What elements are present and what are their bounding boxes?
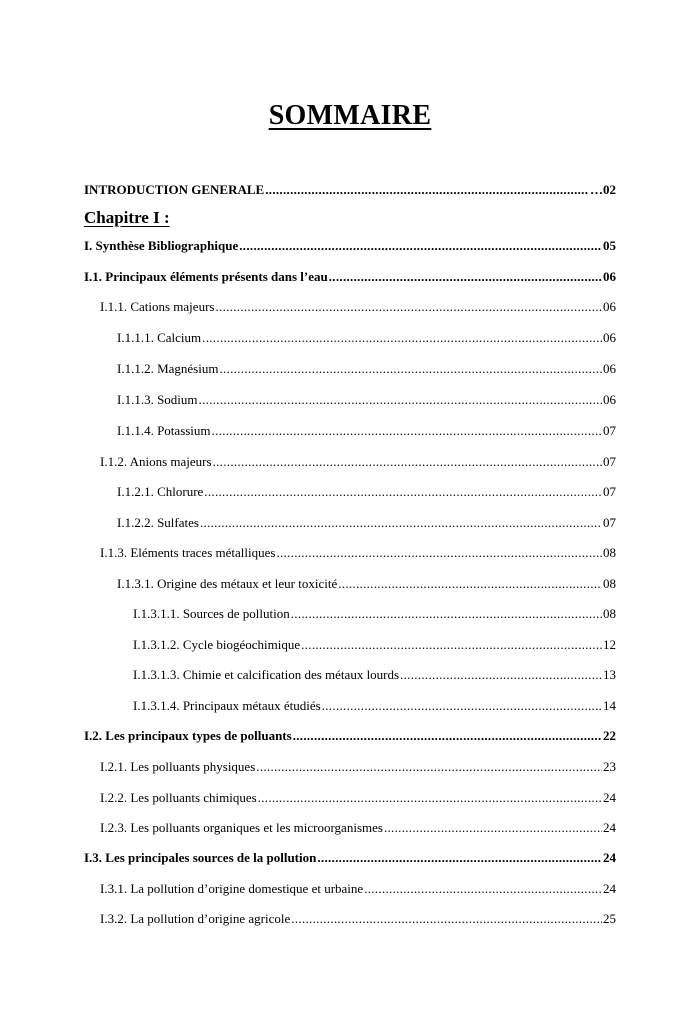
- dot-leader: [239, 237, 602, 255]
- toc-entry-page: 12: [603, 637, 616, 652]
- toc-entry: [100, 910, 616, 928]
- dot-leader: [276, 544, 602, 562]
- dot-leader: [256, 758, 602, 776]
- toc-entry-label: I.1.1.3. Sodium: [117, 392, 198, 407]
- toc-entry: [100, 819, 616, 837]
- toc-entry-page: 23: [603, 759, 616, 774]
- dot-leader: [204, 483, 602, 501]
- toc-entry-label: I.1.1. Cations majeurs: [100, 299, 215, 314]
- toc-entry: [100, 298, 616, 316]
- toc-entry-page: 24: [603, 820, 616, 835]
- toc-entry-page: 08: [603, 576, 616, 591]
- toc-entry-page: 24: [603, 790, 616, 805]
- toc-entry-page: 08: [603, 606, 616, 621]
- toc-entry-label: I.1.3.1.1. Sources de pollution: [133, 606, 290, 621]
- toc-entry: [133, 605, 616, 623]
- toc-entry-page: 06: [603, 330, 616, 345]
- dot-leader: [400, 666, 602, 684]
- toc-entry: [117, 483, 616, 501]
- dot-leader: [301, 636, 602, 654]
- toc-entry-page: 06: [603, 299, 616, 314]
- chapter-heading: Chapitre I :: [84, 208, 170, 227]
- toc-entry-page: 06: [603, 269, 616, 284]
- toc-entry-page: 24: [603, 881, 616, 896]
- toc-entry: [117, 391, 616, 409]
- toc-entry: [133, 666, 616, 684]
- toc-entry: [100, 453, 616, 471]
- toc-entry-label: I.1.1.1. Calcium: [117, 330, 202, 345]
- toc-entry-page: 25: [603, 911, 616, 926]
- dot-leader: [199, 391, 602, 409]
- toc-entry-page: 05: [603, 238, 616, 253]
- toc-entry-page: 14: [603, 698, 616, 713]
- dot-leader: [322, 697, 602, 715]
- dot-leader: [364, 880, 602, 898]
- toc-entry-page: 07: [603, 515, 616, 530]
- toc-entry: [100, 544, 616, 562]
- dot-leader: [202, 329, 602, 347]
- toc-entry: [100, 880, 616, 898]
- toc-entry-label: I.1.1.4. Potassium: [117, 423, 211, 438]
- toc-entry: [100, 789, 616, 807]
- toc-entry: [84, 237, 616, 255]
- toc-entry-label: I.1.3.1.3. Chimie et calcification des métaux lourds: [133, 667, 400, 682]
- dot-leader: [329, 268, 602, 286]
- toc-entry-label: I.1.3. Eléments traces métalliques: [100, 545, 276, 560]
- dot-leader: [215, 298, 602, 316]
- dot-leader: [291, 910, 602, 928]
- toc-entry-page: 24: [603, 850, 616, 865]
- toc-entry-introduction: [84, 181, 616, 199]
- toc-entry-label: I.2.3. Les polluants organiques et les microorganismes: [100, 820, 383, 835]
- toc-entry-page: 02: [603, 182, 616, 197]
- toc-entry: [117, 360, 616, 378]
- toc-entry-label: I.2.2. Les polluants chimiques: [100, 790, 257, 805]
- toc-entry-label: I.2.1. Les polluants physiques: [100, 759, 256, 774]
- toc-entry: [117, 422, 616, 440]
- toc-entry-page: 07: [603, 454, 616, 469]
- toc-entry-page: 08: [603, 545, 616, 560]
- toc-entry-label: I.3.2. La pollution d’origine agricole: [100, 911, 291, 926]
- toc-entry-label: I.1.2. Anions majeurs: [100, 454, 212, 469]
- toc-entry-label: I.1.1.2. Magnésium: [117, 361, 219, 376]
- toc-entry: [84, 268, 616, 286]
- dot-leader: [212, 422, 602, 440]
- toc-entry: [117, 514, 616, 532]
- toc-entry-label: I.2. Les principaux types de polluants: [84, 728, 292, 743]
- dot-leader: [200, 514, 602, 532]
- toc-entry: [133, 697, 616, 715]
- dot-leader: [219, 360, 602, 378]
- toc-entry: [133, 636, 616, 654]
- toc-entry: [117, 329, 616, 347]
- toc-entry-label: I.1.2.2. Sulfates: [117, 515, 199, 530]
- toc-entry-page: 06: [603, 361, 616, 376]
- toc-entry-label: I.3. Les principales sources de la pollution: [84, 850, 317, 865]
- dot-leader: [317, 849, 602, 867]
- toc-entry-page: 07: [603, 484, 616, 499]
- toc-entry-page: 06: [603, 392, 616, 407]
- toc-entry-label: I.1. Principaux éléments présents dans l’eau: [84, 269, 328, 284]
- toc-page-prefix: …: [590, 182, 603, 197]
- toc-entry-page: 07: [603, 423, 616, 438]
- toc-entry-label: INTRODUCTION GENERALE: [84, 182, 265, 197]
- toc-entry-page: 22: [603, 728, 616, 743]
- dot-leader: [338, 575, 602, 593]
- dot-leader: [384, 819, 602, 837]
- page-title: SOMMAIRE: [268, 100, 432, 131]
- toc-entry-label: I.1.3.1.4. Principaux métaux étudiés: [133, 698, 321, 713]
- toc-entry: [117, 575, 616, 593]
- toc-entry-label: I.3.1. La pollution d’origine domestique et urbaine: [100, 881, 364, 896]
- dot-leader: [265, 181, 589, 199]
- toc-entry-label: I.1.3.1.2. Cycle biogéochimique: [133, 637, 301, 652]
- toc-entry-label: I. Synthèse Bibliographique: [84, 238, 239, 253]
- dot-leader: [213, 453, 602, 471]
- toc-entry-page: 13: [603, 667, 616, 682]
- dot-leader: [258, 789, 602, 807]
- toc-entry: [100, 758, 616, 776]
- dot-leader: [291, 605, 602, 623]
- toc-entry: [84, 849, 616, 867]
- toc-entry-label: I.1.3.1. Origine des métaux et leur toxicité: [117, 576, 338, 591]
- toc-entry: [84, 727, 616, 745]
- dot-leader: [293, 727, 602, 745]
- toc-entry-label: I.1.2.1. Chlorure: [117, 484, 204, 499]
